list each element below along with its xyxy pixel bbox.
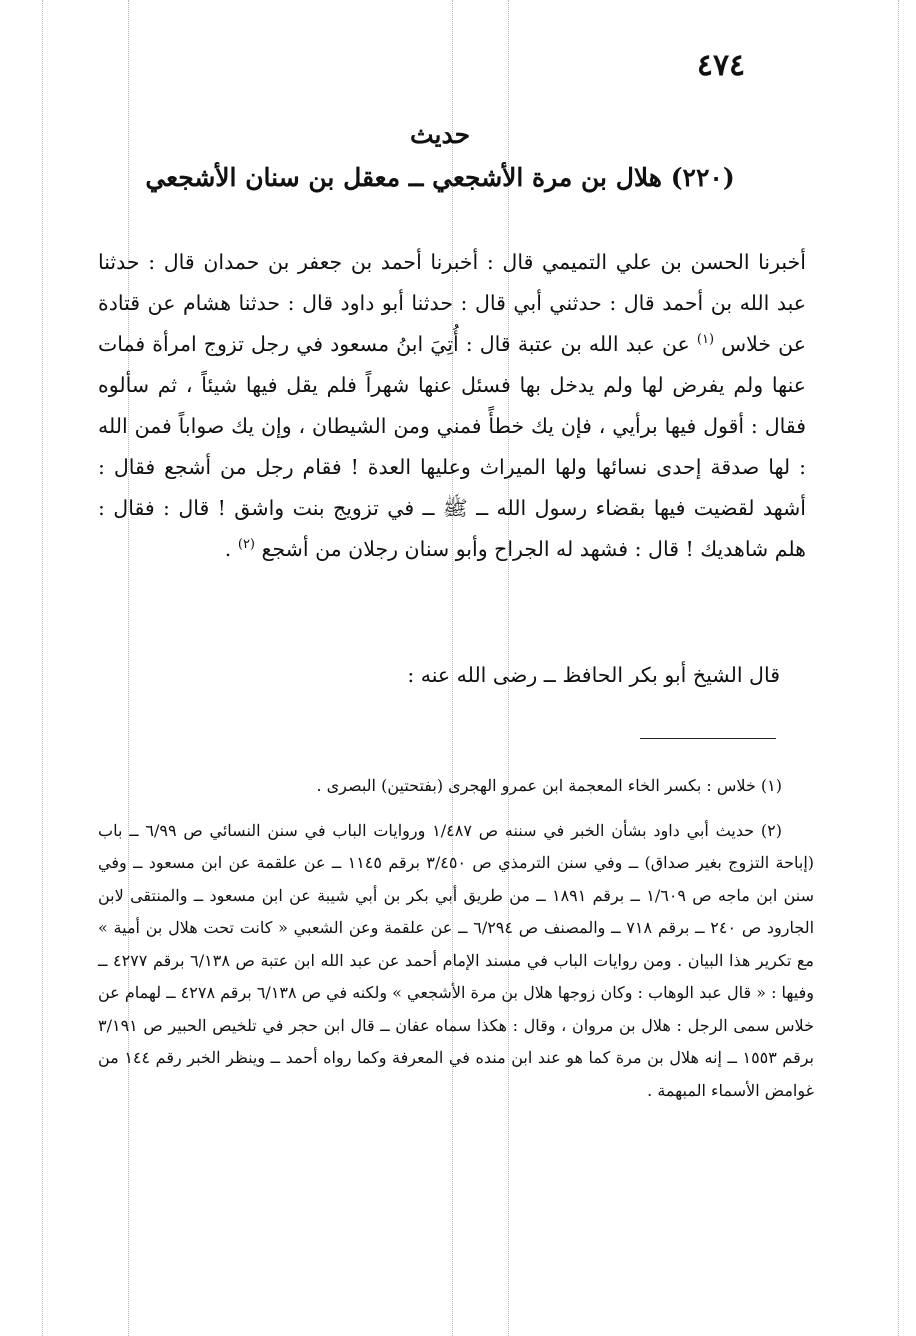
footnote-2: (٢) حديث أبي داود بشأن الخبر في سننه ص ١/٤٨٧ وروايات الباب في سنن النسائي ص ٦/٩٩ ــ باب (إباحة التزوج بغير صداق) ــ وفي سنن الترمذي ص ٣/٤٥٠ برقم ١١٤٥ ــ عن علقمة عن ابن مسعود ــ وفي سنن ابن ماجه ص ١/٦٠٩ ــ برقم ١٨٩١ ــ من طريق أبي بكر بن أبي شيبة عن ابن مسعود ــ والمنتقى لابن الجارود ص ٢٤٠ ــ برقم ٧١٨ ــ والمصنف ص ٦/٢٩٤ ــ عن علقمة وعن الشعبي « كانت تحت هلال بن أمية » مع تكرير هذا البيان . ومن روايات الباب في مسند الإمام أحمد عن عبد الله ابن عتبة ص ٦/١٣٨ برقم ٤٢٧٧ ــ وفيها : « قال عبد الوهاب : وكان زوجها هلال بن مرة الأشجعي » ولكنه في ص ٦/١٣٨ برقم ٤٢٧٨ ــ لهمام عن خلاس سمى الرجل : هلال بن مروان ، وقال : هكذا سماه عفان ــ قال ابن حجر في تلخيص الحبير ص ٣/١٩١ برقم ١٥٥٣ ــ إنه هلال بن مرة كما هو عند ابن منده في المعرفة وكما رواه أحمد ــ وينظر الخبر رقم ١٤٤ من غوامض الأسماء المبهمة . — [98, 820, 815, 1100]
footnotes — [98, 770, 814, 1119]
footnote-ref-2: (٢) — [237, 537, 255, 553]
page-number: ٤٧٤ — [696, 48, 746, 83]
chapter-title: (٢٢٠) هلال بن مرة الأشجعي ــ معقل بن سنان الأشجعي — [145, 163, 735, 192]
body-text-part: عن عبد الله بن عتبة قال : أُتِيَ ابنُ مسعود في رجل تزوج امرأة فمات عنها ولم يفرض لها ولم يدخل بها فسئل عنها شهراً فلم يقل فيها شيئاً ، ثم سألوه فقال : أقول فيها برأيي ، فإن يك خطأً فمني ومن الشيطان ، وإن يك صواباً فمن الله : لها صدقة إحدى نسائها ولها الميراث وعليها العدة ! فقام رجل من أشجع فقال : أشهد لقضيت فيها بقضاء رسول الله ــ ﷺ ــ في تزويج بنت واشق ! قال : فقال : هلم شاهديك ! قال : فشهد له الجراح وأبو سنان رجلان من أشجع — [98, 332, 806, 561]
footnote-ref-1: (١) — [696, 332, 715, 348]
body-paragraph — [98, 242, 806, 570]
body-text-part: أخبرنا الحسن بن علي التميمي قال : أخبرنا أحمد بن جعفر بن حمدان قال : حدثنا عبد الله بن أحمد قال : حدثني أبي قال : حدثنا أبو داود قال : حدثنا هشام عن قتادة عن خلاس — [98, 250, 806, 356]
section-label: حديث — [409, 120, 471, 149]
scan-margin-dots — [898, 0, 899, 1336]
body-text-part: . — [224, 537, 232, 561]
closing-line: قال الشيخ أبو بكر الحافظ ــ رضى الله عنه : — [407, 663, 780, 687]
footnote-divider — [640, 738, 776, 739]
footnote-1: (١) خلاس : بكسر الخاء المعجمة ابن عمرو الهجرى (بفتحتين) البصرى . — [316, 776, 782, 795]
scan-margin-dots — [42, 0, 43, 1336]
hadith-body — [98, 242, 806, 570]
